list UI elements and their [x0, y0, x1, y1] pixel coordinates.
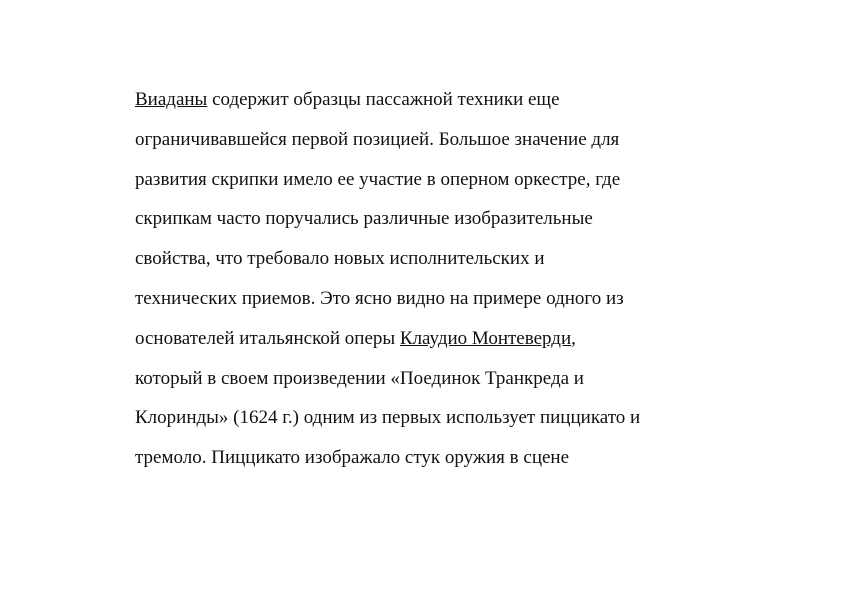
- line-text: Клоринды» (1624 г.) одним из первых использует пиццикато и: [135, 407, 641, 429]
- line-text: развития скрипки имело ее участие в оперном оркестре, где: [135, 168, 621, 190]
- text-line: [135, 120, 755, 160]
- monteverdi-link[interactable]: Клаудио Монтеверди: [399, 327, 572, 349]
- text-line: [135, 239, 755, 279]
- text-line: [135, 199, 755, 239]
- text-line: [135, 80, 755, 120]
- text-line: [135, 279, 755, 319]
- text-line: [135, 160, 755, 200]
- text-line: [135, 398, 755, 438]
- line-text: основателей итальянской оперы: [135, 327, 400, 349]
- line-text-after: ,: [571, 327, 576, 349]
- viadany-link[interactable]: Виаданы: [135, 89, 208, 110]
- text-line: [135, 438, 755, 478]
- line-text: свойства, что требовало новых исполнительских и: [135, 248, 545, 270]
- line-text: который в своем произведении «Поединок Транкреда и: [135, 367, 584, 389]
- line-text: скрипкам часто поручались различные изобразительные: [135, 208, 593, 230]
- line-text: тремоло. Пиццикато изображало стук оружия в сцене: [135, 447, 570, 469]
- text-line: [135, 319, 755, 359]
- line-text: технических приемов. Это ясно видно на примере одного из: [135, 287, 624, 309]
- body-paragraph: [135, 80, 755, 478]
- line-text: содержит образцы пассажной техники еще: [207, 89, 560, 110]
- text-line: [135, 359, 755, 399]
- line-text: ограничивавшейся первой позицией. Большое значение для: [135, 128, 620, 150]
